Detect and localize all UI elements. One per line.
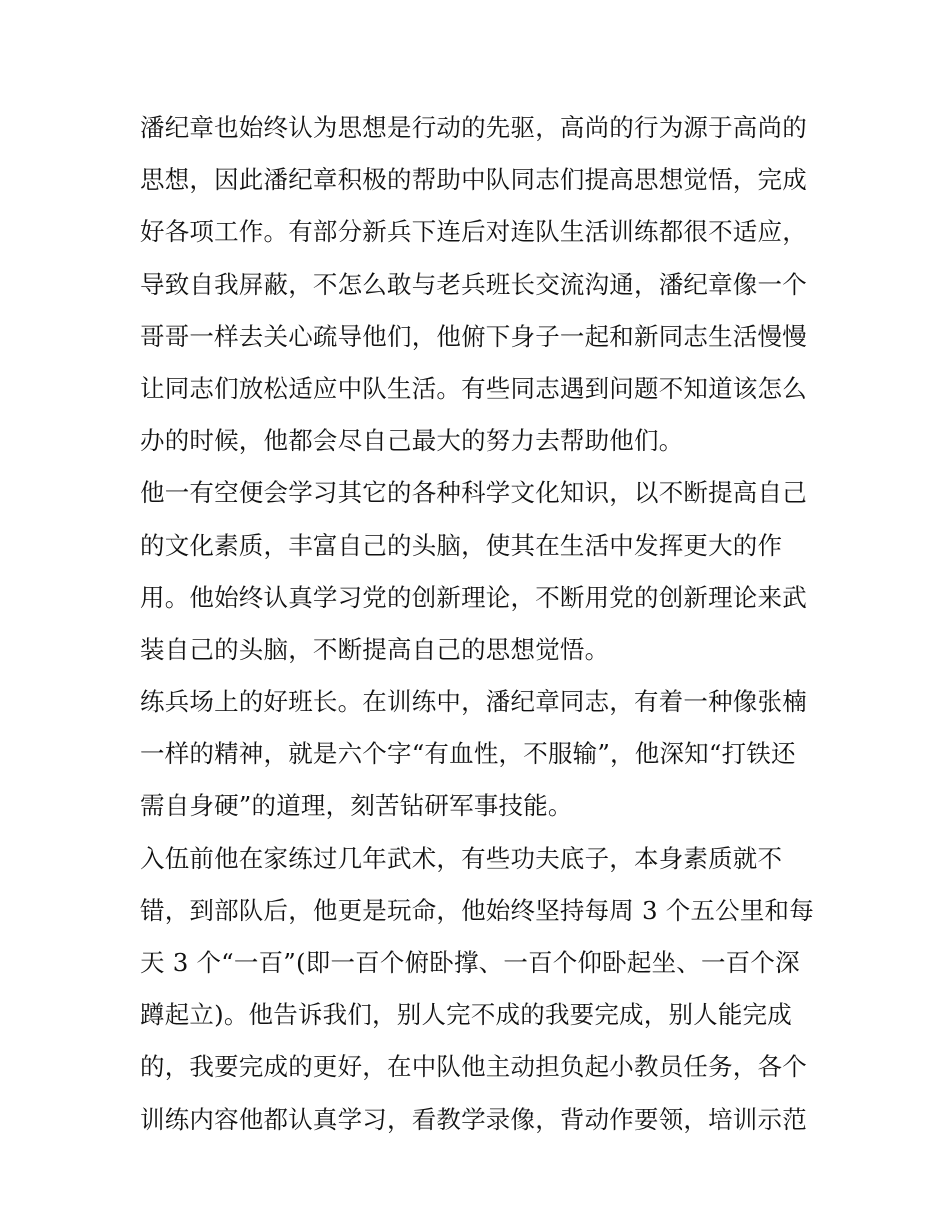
text-line: 装自己的头脑，不断提高自己的思想觉悟。 xyxy=(140,634,610,664)
text-line: 蹲起立)。他告诉我们，别人完不成的我要完成，别人能完成 xyxy=(140,1000,792,1030)
text-line: 错，到部队后，他更是玩命，他始终坚持每周 3 个五公里和每 xyxy=(140,895,814,925)
text-line: 潘纪章也始终认为思想是行动的先驱，高尚的行为源于高尚的 xyxy=(140,113,807,142)
text-line: 入伍前他在家练过几年武术，有些功夫底子，本身素质就不 xyxy=(140,843,783,873)
text-line: 练兵场上的好班长。在训练中，潘纪章同志，有着一种像张楠 xyxy=(140,687,807,717)
text-line: 训练内容他都认真学习，看教学录像，背动作要领，培训示范 xyxy=(140,1104,807,1134)
text-line: 需自身硬”的道理，刻苦钻研军事技能。 xyxy=(140,791,573,821)
body-text xyxy=(140,102,830,1146)
text-line: 用。他始终认真学习党的创新理论，不断用党的创新理论来武 xyxy=(140,582,807,612)
text-line: 一样的精神，就是六个字“有血性，不服输”，他深知“打铁还 xyxy=(140,739,796,769)
text-line: 的文化素质，丰富自己的头脑，使其在生活中发挥更大的作 xyxy=(140,530,783,560)
text-line: 办的时候，他都会尽自己最大的努力去帮助他们。 xyxy=(140,426,684,456)
text-line: 导致自我屏蔽，不怎么敢与老兵班长交流沟通，潘纪章像一个 xyxy=(140,269,807,299)
text-line: 思想，因此潘纪章积极的帮助中队同志们提高思想觉悟，完成 xyxy=(140,165,807,195)
text-line: 的，我要完成的更好，在中队他主动担负起小教员任务，各个 xyxy=(140,1052,807,1082)
text-line: 哥哥一样去关心疏导他们，他俯下身子一起和新同志生活慢慢 xyxy=(140,321,807,351)
text-line: 好各项工作。有部分新兵下连后对连队生活训练都很不适应， xyxy=(140,217,807,247)
text-line: 天 3 个“一百”(即一百个俯卧撑、一百个仰卧起坐、一百个深 xyxy=(140,948,800,977)
text-line: 让同志们放松适应中队生活。有些同志遇到问题不知道该怎么 xyxy=(140,373,807,403)
text-line: 他一有空便会学习其它的各种科学文化知识，以不断提高自己 xyxy=(140,478,807,508)
